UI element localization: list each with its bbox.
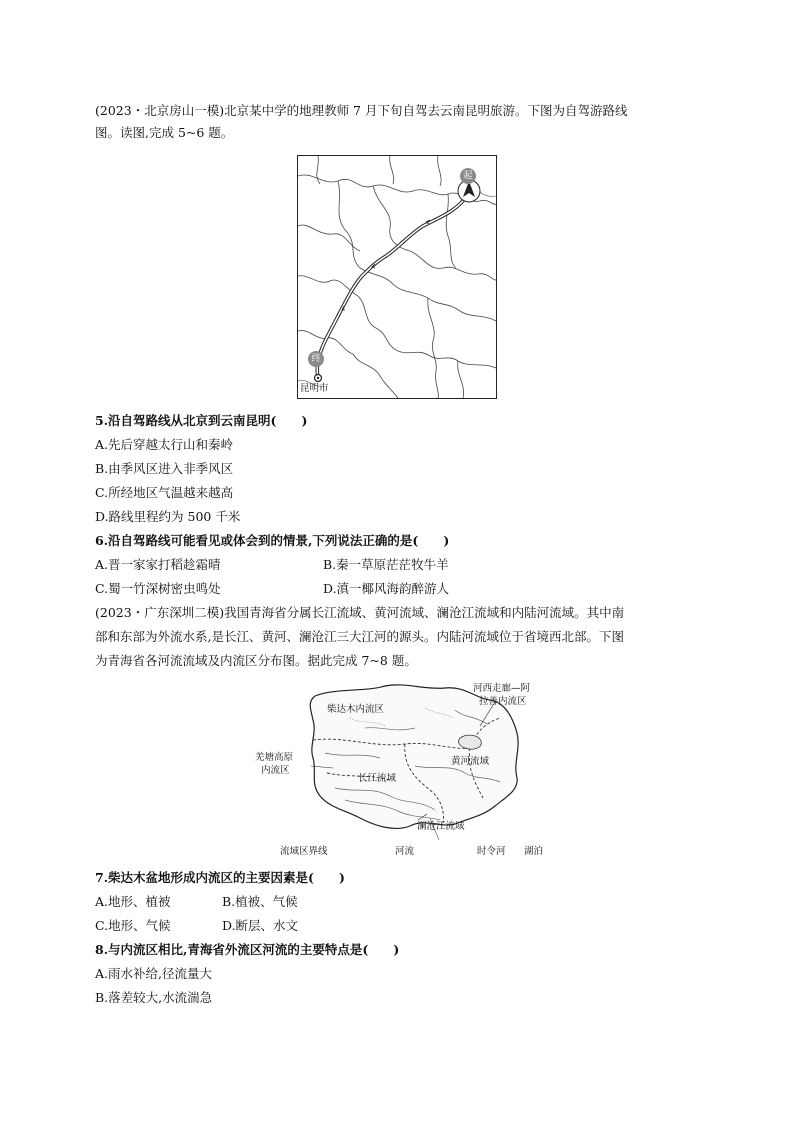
start-marker: 起 bbox=[460, 168, 476, 184]
label-yangtze-basin: 长江流域 bbox=[358, 773, 397, 784]
map-legend bbox=[255, 840, 555, 858]
question-6-stem: 6.沿自驾路线可能看见或体会到的情景,下列说法正确的是( ) bbox=[95, 533, 450, 548]
label-hexi-line-2: 拉善内流区 bbox=[479, 696, 527, 707]
intro-2-line-2: 部和东部为外流水系,是长江、黄河、澜沧江三大江河的源头。内陆河流域位于省境西北部。下图 bbox=[95, 629, 624, 644]
question-7-option-a: A.地形、植被 bbox=[95, 894, 171, 909]
question-7-option-b: B.植被、气候 bbox=[222, 894, 298, 909]
route-map bbox=[297, 155, 497, 399]
label-hexi-line-1: 河西走廊—阿 bbox=[473, 683, 531, 694]
legend-lake: 湖泊 bbox=[524, 846, 544, 857]
question-7-stem: 7.柴达木盆地形成内流区的主要因素是( ) bbox=[95, 870, 345, 885]
label-qaidam: 柴达木内流区 bbox=[327, 704, 385, 715]
question-7-option-d: D.断层、水文 bbox=[222, 918, 299, 933]
intro-2-line-1: (2023・广东深圳二模)我国青海省分属长江流域、黄河流域、澜沧江流域和内陆河流域。其中南 bbox=[95, 605, 625, 620]
label-qiangtang-line-2: 内流区 bbox=[261, 765, 290, 776]
question-5-option-a: A.先后穿越太行山和秦岭 bbox=[95, 437, 234, 452]
question-8-stem: 8.与内流区相比,青海省外流区河流的主要特点是( ) bbox=[95, 942, 400, 957]
label-qiangtang-line-1: 羌塘高原 bbox=[255, 752, 294, 763]
qinghai-basin-map bbox=[255, 678, 555, 860]
legend-river: 河流 bbox=[395, 846, 415, 857]
question-6-option-d: D.滇一椰风海韵醉游人 bbox=[323, 581, 450, 596]
question-6-option-b: B.秦一草原茫茫牧牛羊 bbox=[323, 557, 449, 572]
label-lancang-basin: 澜沧江流域 bbox=[417, 821, 465, 832]
question-8-option-b: B.落差较大,水流湍急 bbox=[95, 990, 213, 1005]
question-6-option-c: C.蜀一竹深树密虫鸣处 bbox=[95, 581, 221, 596]
question-5-stem: 5.沿自驾路线从北京到云南昆明( ) bbox=[95, 413, 308, 428]
question-5-option-c: C.所经地区气温越来越高 bbox=[95, 485, 234, 500]
intro-1-line-2: 图。读图,完成 5~6 题。 bbox=[95, 125, 234, 140]
question-6-option-a: A.晋一家家打稻趁霜晴 bbox=[95, 557, 221, 572]
label-yellow-river-basin: 黄河流域 bbox=[451, 756, 490, 767]
route-map-graphic bbox=[298, 156, 496, 398]
intro-1-line-1: (2023・北京房山一模)北京某中学的地理教师 7 月下旬自驾去云南昆明旅游。下图为自驾游路线 bbox=[95, 103, 628, 118]
question-5-option-b: B.由季风区进入非季风区 bbox=[95, 461, 234, 476]
kunming-label: 昆明市 bbox=[300, 383, 329, 394]
question-7-option-c: C.地形、气候 bbox=[95, 918, 171, 933]
question-5-option-d: D.路线里程约为 500 千米 bbox=[95, 509, 241, 524]
intro-2-line-3: 为青海省各河流流域及内流区分布图。据此完成 7~8 题。 bbox=[95, 653, 417, 668]
end-marker: 终 bbox=[308, 351, 324, 367]
legend-seasonal-river: 时令河 bbox=[477, 846, 506, 857]
question-8-option-a: A.雨水补给,径流量大 bbox=[95, 966, 212, 981]
legend-boundary: 流域区界线 bbox=[280, 846, 328, 857]
